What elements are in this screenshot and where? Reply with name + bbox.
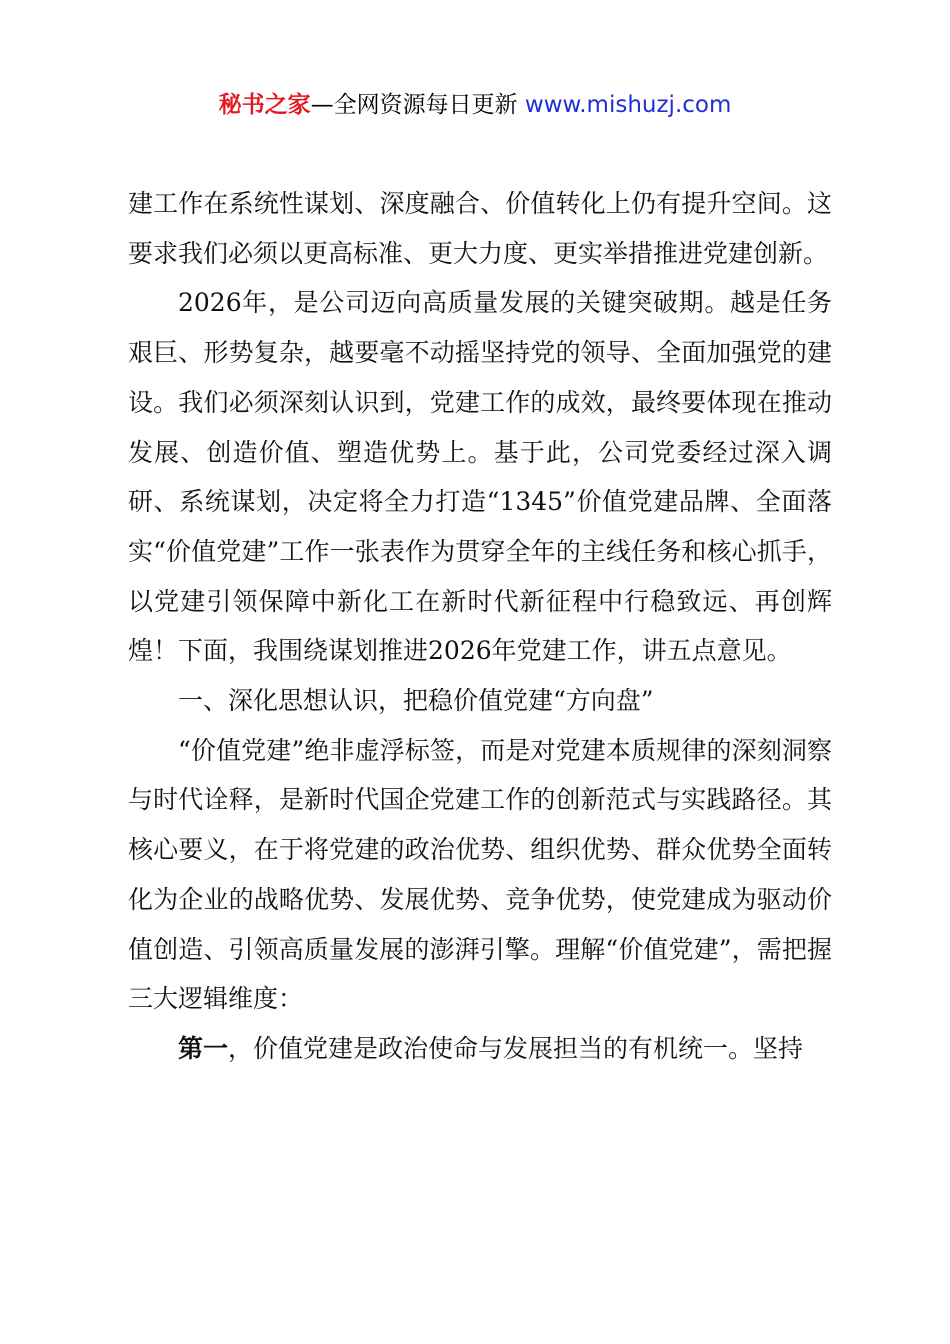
- page-header: [0, 88, 950, 122]
- section-heading: 一、深化思想认识，把稳价值党建“方向盘”: [178, 686, 654, 716]
- paragraph: “价值党建”绝非虚浮标签，而是对党建本质规律的深刻洞察与时代诠释，是新时代国企党建工作的创新范式与实践路径。其核心要义，在于将党建的政治优势、组织优势、群众优势全面转化为企业的战略优势、发展优势、竞争优势，使党建成为驱动价值创造、引领高质量发展的澎湃引擎。理解“价值党建”，需把握三大逻辑维度：: [128, 735, 832, 1014]
- brand-name: 秘书之家: [218, 92, 311, 118]
- paragraph: [128, 1024, 832, 1074]
- website-link[interactable]: www.mishuzj.com: [524, 92, 732, 118]
- paragraph: 建工作在系统性谋划、深度融合、价值转化上仍有提升空间。这要求我们必须以更高标准、更大力度、更实举措推进党建创新。: [128, 189, 832, 268]
- document-body: [128, 179, 832, 1074]
- paragraph-lead: 第一: [178, 1033, 229, 1063]
- paragraph-text: ，价值党建是政治使命与发展担当的有机统一。坚持: [228, 1033, 804, 1063]
- paragraph: 2026年，是公司迈向高质量发展的关键突破期。越是任务艰巨、形势复杂，越要毫不动摇坚持党的领导、全面加强党的建设。我们必须深刻认识到，党建工作的成效，最终要体现在推动发展、创造价值、塑造优势上。基于此，公司党委经过深入调研、系统谋划，决定将全力打造“1345”价值党建品牌、全面落实“价值党建”工作一张表作为贯穿全年的主线任务和核心抓手，以党建引领保障中新化工在新时代新征程中行稳致远、再创辉煌！下面，我围绕谋划推进2026年党建工作，讲五点意见。: [128, 288, 832, 666]
- header-tagline: —全网资源每日更新: [310, 92, 518, 118]
